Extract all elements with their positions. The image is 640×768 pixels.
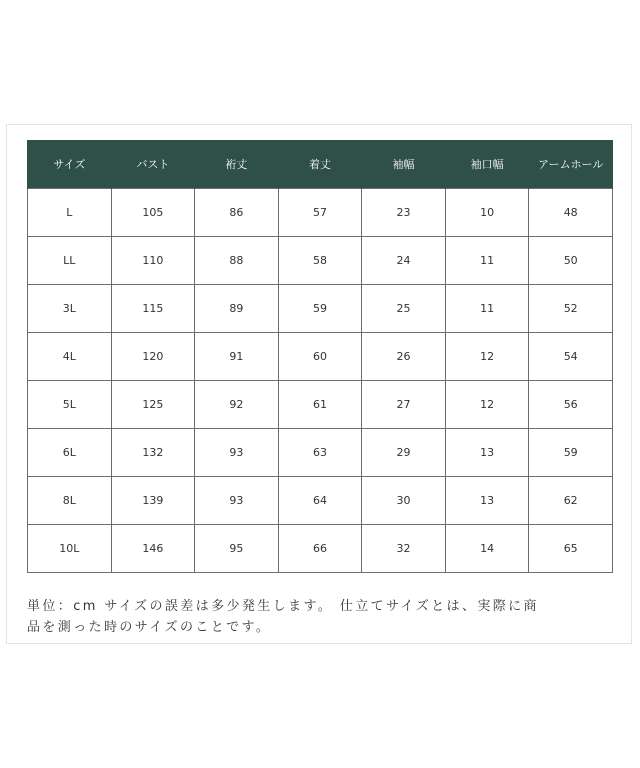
measurement-cell: 10 — [445, 189, 529, 237]
table-row — [28, 525, 613, 573]
measurement-cell: 125 — [111, 381, 195, 429]
measurement-cell: 14 — [445, 525, 529, 573]
measurement-cell: 105 — [111, 189, 195, 237]
size-label-cell: 4L — [28, 333, 112, 381]
table-row — [28, 285, 613, 333]
measurement-cell: 11 — [445, 285, 529, 333]
measurement-cell: 115 — [111, 285, 195, 333]
measurement-cell: 59 — [278, 285, 362, 333]
measurement-cell: 24 — [362, 237, 446, 285]
header-bust: バスト — [111, 140, 195, 189]
measurement-cell: 120 — [111, 333, 195, 381]
measurement-cell: 48 — [529, 189, 613, 237]
size-note-line-1: 単位：cm サイズの誤差は多少発生します。 仕立てサイズとは、実際に商 — [27, 599, 539, 614]
size-label-cell: 5L — [28, 381, 112, 429]
table-row — [28, 189, 613, 237]
measurement-cell: 132 — [111, 429, 195, 477]
measurement-cell: 12 — [445, 333, 529, 381]
measurement-cell: 52 — [529, 285, 613, 333]
size-label-cell: 6L — [28, 429, 112, 477]
table-row — [28, 237, 613, 285]
size-label-cell: LL — [28, 237, 112, 285]
size-label-cell: 3L — [28, 285, 112, 333]
measurement-cell: 91 — [195, 333, 279, 381]
measurement-cell: 30 — [362, 477, 446, 525]
measurement-cell: 32 — [362, 525, 446, 573]
measurement-cell: 29 — [362, 429, 446, 477]
measurement-cell: 26 — [362, 333, 446, 381]
table-row — [28, 429, 613, 477]
size-note — [27, 596, 617, 638]
measurement-cell: 89 — [195, 285, 279, 333]
measurement-cell: 64 — [278, 477, 362, 525]
size-label-cell: L — [28, 189, 112, 237]
table-row — [28, 333, 613, 381]
header-size: サイズ — [28, 140, 112, 189]
header-sleeve-width: 袖幅 — [362, 140, 446, 189]
measurement-cell: 23 — [362, 189, 446, 237]
measurement-cell: 61 — [278, 381, 362, 429]
table-row — [28, 381, 613, 429]
measurement-cell: 93 — [195, 477, 279, 525]
size-note-line-2: 品を測った時のサイズのことです。 — [27, 620, 272, 635]
size-table — [27, 140, 613, 573]
measurement-cell: 66 — [278, 525, 362, 573]
measurement-cell: 58 — [278, 237, 362, 285]
table-row — [28, 477, 613, 525]
measurement-cell: 95 — [195, 525, 279, 573]
measurement-cell: 110 — [111, 237, 195, 285]
measurement-cell: 25 — [362, 285, 446, 333]
size-label-cell: 8L — [28, 477, 112, 525]
measurement-cell: 27 — [362, 381, 446, 429]
measurement-cell: 57 — [278, 189, 362, 237]
measurement-cell: 54 — [529, 333, 613, 381]
measurement-cell: 86 — [195, 189, 279, 237]
measurement-cell: 60 — [278, 333, 362, 381]
measurement-cell: 62 — [529, 477, 613, 525]
measurement-cell: 13 — [445, 429, 529, 477]
measurement-cell: 13 — [445, 477, 529, 525]
header-yuki-length: 裄丈 — [195, 140, 279, 189]
measurement-cell: 63 — [278, 429, 362, 477]
measurement-cell: 139 — [111, 477, 195, 525]
header-armhole: アームホール — [529, 140, 613, 189]
measurement-cell: 50 — [529, 237, 613, 285]
measurement-cell: 59 — [529, 429, 613, 477]
header-cuff-width: 袖口幅 — [445, 140, 529, 189]
measurement-cell: 56 — [529, 381, 613, 429]
measurement-cell: 11 — [445, 237, 529, 285]
measurement-cell: 93 — [195, 429, 279, 477]
header-body-length: 着丈 — [278, 140, 362, 189]
measurement-cell: 146 — [111, 525, 195, 573]
measurement-cell: 12 — [445, 381, 529, 429]
table-header-row — [28, 140, 613, 189]
table-body — [28, 189, 613, 573]
measurement-cell: 65 — [529, 525, 613, 573]
measurement-cell: 88 — [195, 237, 279, 285]
measurement-cell: 92 — [195, 381, 279, 429]
size-label-cell: 10L — [28, 525, 112, 573]
